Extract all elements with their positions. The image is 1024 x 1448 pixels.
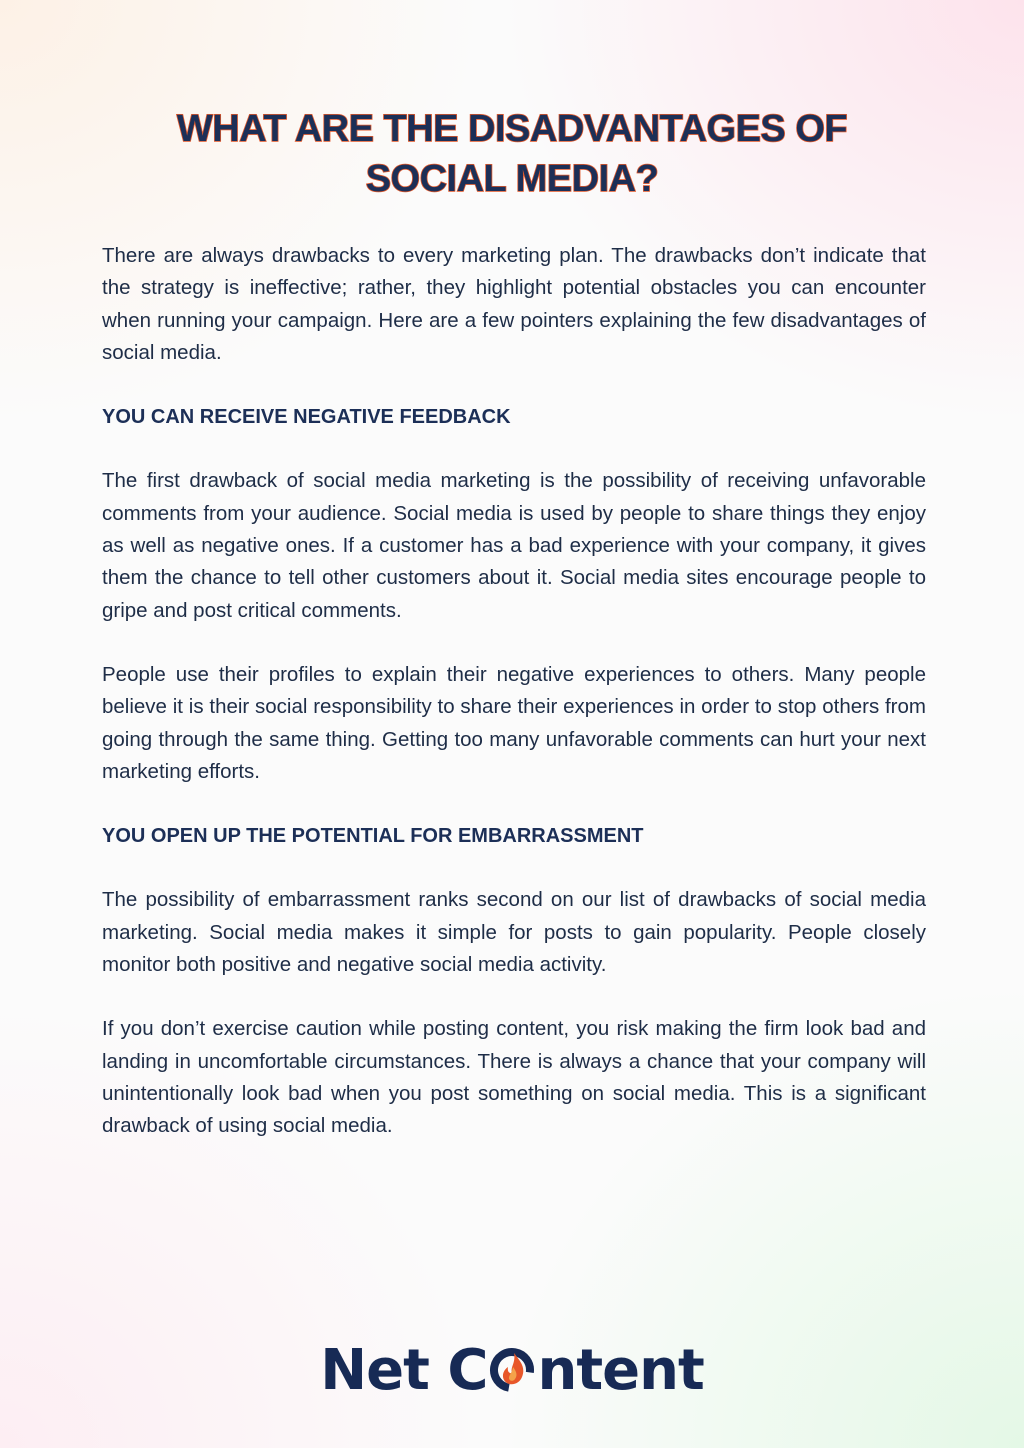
page-title-line-1: WHAT ARE THE DISADVANTAGES OF xyxy=(176,108,848,150)
page-title xyxy=(102,104,922,204)
paragraph-embarrassment-2: If you don’t exercise caution while posting content, you risk making the firm look bad and landing in uncomfortable circumstances. There is always a chance that your company will unintentionally look bad when you post something on social media. This is a significant drawback of using social media. xyxy=(102,1017,926,1138)
page-title-line-2: SOCIAL MEDIA? xyxy=(365,158,659,200)
flame-o-icon xyxy=(488,1345,536,1393)
paragraph-embarrassment-1: The possibility of embarrassment ranks second on our list of drawbacks of social media marketing. Social media makes it simple for posts to gain popularity. People closely monitor both positive and negative social media activity. xyxy=(102,888,926,977)
section-heading-embarrassment: YOU OPEN UP THE POTENTIAL FOR EMBARRASSMENT xyxy=(102,825,644,848)
logo-text-part-2: ntent xyxy=(537,1338,704,1403)
paragraph-negative-feedback-2: People use their profiles to explain their negative experiences to others. Many people believe it is their social responsibility to share their experiences in order to stop others from going through the same thing. Getting too many unfavorable comments can hurt your next marketing efforts. xyxy=(102,662,926,783)
net-content-logo xyxy=(0,1336,1024,1406)
paragraph-negative-feedback-1: The first drawback of social media marketing is the possibility of receiving unfavorable comments from your audience. Social media is used by people to share things they enjoy as well as negative ones. If a customer has a bad experience with your company, it gives them the chance to tell other customers about it. Social media sites encourage people to gripe and post critical comments. xyxy=(102,469,926,622)
article-body xyxy=(102,240,926,1175)
section-heading-negative-feedback: YOU CAN RECEIVE NEGATIVE FEEDBACK xyxy=(102,406,511,429)
intro-paragraph: There are always drawbacks to every marketing plan. The drawbacks don’t indicate that the strategy is ineffective; rather, they highlight potential obstacles you can encounter when running your campaign. Here are a few pointers explaining the few disadvantages of social media. xyxy=(102,244,926,364)
logo-text-part-1: Net C xyxy=(320,1338,488,1403)
